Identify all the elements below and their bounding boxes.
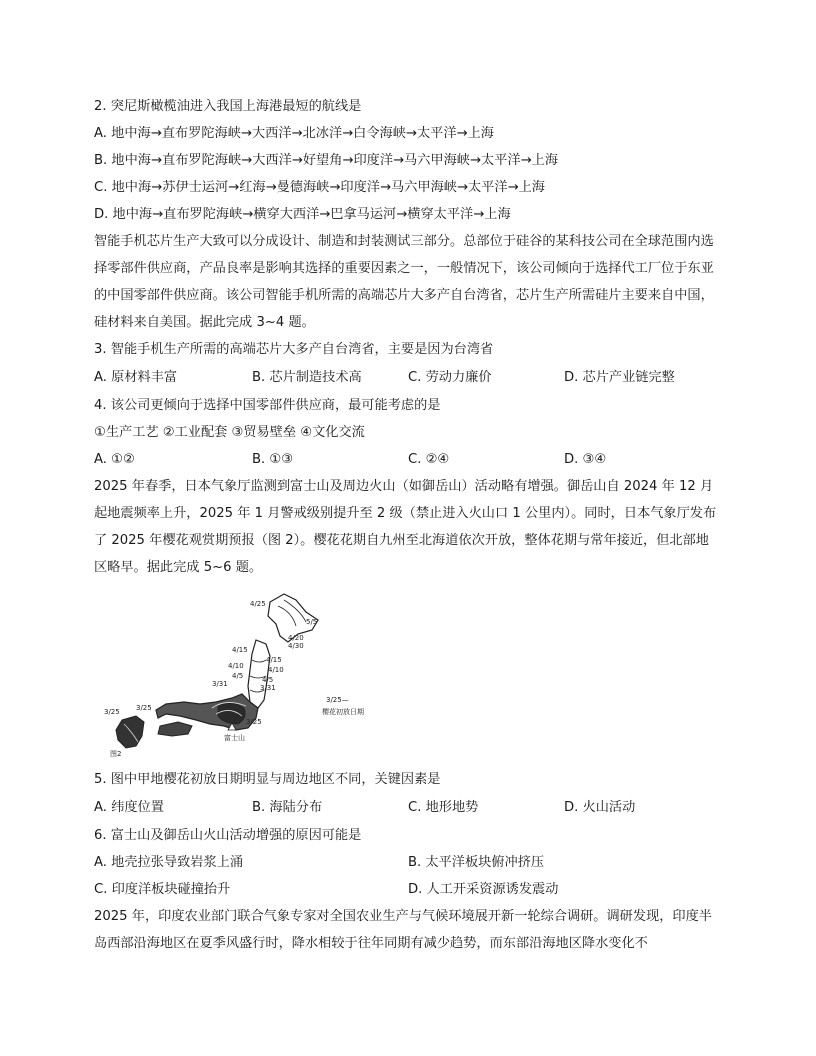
date-label: 3/31 — [260, 684, 276, 692]
q3-option-c: C. 劳动力廉价 — [408, 370, 492, 385]
q5-stem: 5. 图中甲地樱花初放日期明显与周边地区不同，关键因素是 — [94, 772, 441, 787]
date-label: 4/25 — [250, 600, 266, 608]
q6-stem: 6. 富士山及御岳山火山活动增强的原因可能是 — [94, 828, 362, 843]
q4-option-d: D. ③④ — [564, 452, 607, 467]
q6-option-b: B. 太平洋板块俯冲挤压 — [408, 855, 545, 870]
legend-date: 3/25— — [326, 696, 349, 704]
q2-option-a: A. 地中海→直布罗陀海峡→大西洋→北冰洋→白令海峡→太平洋→上海 — [94, 126, 494, 141]
q5-option-c: C. 地形地势 — [408, 800, 479, 815]
material-3-4: 智能手机芯片生产大致可以分成设计、制造和封装测试三部分。总部位于硅谷的某科技公司在全球范围内选择零部件供应商，产品良率是影响其选择的重要因素之一，一般情况下，该公司倾向于选择代工厂位于东亚的中国零部件供应商。该公司智能手机所需的高端芯片大多产自台湾省，芯片生产所需硅片主要来自中国，硅材料来自美国。据此完成 3~4 题。 — [94, 234, 714, 330]
q3-option-a: A. 原材料丰富 — [94, 370, 178, 385]
date-label: 4/10 — [228, 662, 244, 670]
material-7-8: 2025 年，印度农业部门联合气象专家对全国农业生产与气候环境展开新一轮综合调研。调研发现，印度半岛西部沿海地区在夏季风盛行时，降水相较于往年同期有减少趋势，而东部沿海地区降水变化不 — [94, 909, 712, 951]
date-label: 5/5 — [306, 618, 318, 626]
date-label: 3/25 — [104, 708, 120, 716]
q3-option-b: B. 芯片制造技术高 — [252, 370, 362, 385]
q3-option-d: D. 芯片产业链完整 — [564, 370, 675, 385]
material-5-6: 2025 年春季，日本气象厅监测到富士山及周边火山（如御岳山）活动略有增强。御岳山自 2024 年 12 月起地震频率上升，2025 年 1 月警戒级别提升至 2 级（禁止进入火山口 1 公里内）。同时，日本气象厅发布了 2025 年樱花观赏期预报（图 2）。樱花花期自九州至北海道依次开放，整体花期与常年接近，但北部地区略早。据此完成 5~6 题。 — [94, 479, 717, 575]
date-label: 3/25 — [136, 704, 152, 712]
q5-option-d: D. 火山活动 — [564, 800, 636, 815]
date-label: 4/20 — [288, 634, 304, 642]
date-label: 4/30 — [288, 642, 304, 650]
q4-stem: 4. 该公司更倾向于选择中国零部件供应商，最可能考虑的是 — [94, 398, 441, 413]
q6-option-c: C. 印度洋板块碰撞抬升 — [94, 882, 231, 897]
date-label: 3/25 — [246, 718, 262, 726]
date-label: 4/15 — [266, 656, 282, 664]
q4-option-c: C. ②④ — [408, 452, 450, 467]
shikoku-shape — [158, 722, 192, 736]
q4-option-a: A. ①② — [94, 452, 135, 467]
date-label: 4/5 — [232, 672, 244, 680]
date-label: 4/15 — [232, 646, 248, 654]
legend-text: 樱花初放日期 — [322, 708, 364, 716]
q4-items: ①生产工艺 ②工业配套 ③贸易壁垒 ④文化交流 — [94, 425, 365, 440]
q2-stem: 2. 突尼斯橄榄油进入我国上海港最短的航线是 — [94, 99, 362, 114]
q5-option-b: B. 海陆分布 — [252, 800, 323, 815]
honshu-north-shape — [248, 640, 270, 708]
sakura-bloom-map — [100, 590, 400, 760]
q6-option-d: D. 人工开采资源诱发震动 — [408, 882, 559, 897]
q3-stem: 3. 智能手机生产所需的高端芯片大多产自台湾省，主要是因为台湾省 — [94, 342, 494, 357]
q4-option-b: B. ①③ — [252, 452, 294, 467]
mount-fuji-label: 富士山 — [224, 734, 245, 742]
date-label: 3/31 — [212, 680, 228, 688]
q2-option-b: B. 地中海→直布罗陀海峡→大西洋→好望角→印度洋→马六甲海峡→太平洋→上海 — [94, 153, 559, 168]
q2-option-d: D. 地中海→直布罗陀海峡→横穿大西洋→巴拿马运河→横穿太平洋→上海 — [94, 207, 511, 222]
q6-option-a: A. 地壳拉张导致岩浆上涌 — [94, 855, 244, 870]
q5-option-a: A. 纬度位置 — [94, 800, 164, 815]
date-label: 4/10 — [268, 666, 284, 674]
q2-option-c: C. 地中海→苏伊士运河→红海→曼德海峡→印度洋→马六甲海峡→太平洋→上海 — [94, 180, 545, 195]
kyushu-shape — [116, 716, 144, 748]
date-label: 4/5 — [262, 676, 274, 684]
figure-caption: 图2 — [110, 750, 122, 758]
